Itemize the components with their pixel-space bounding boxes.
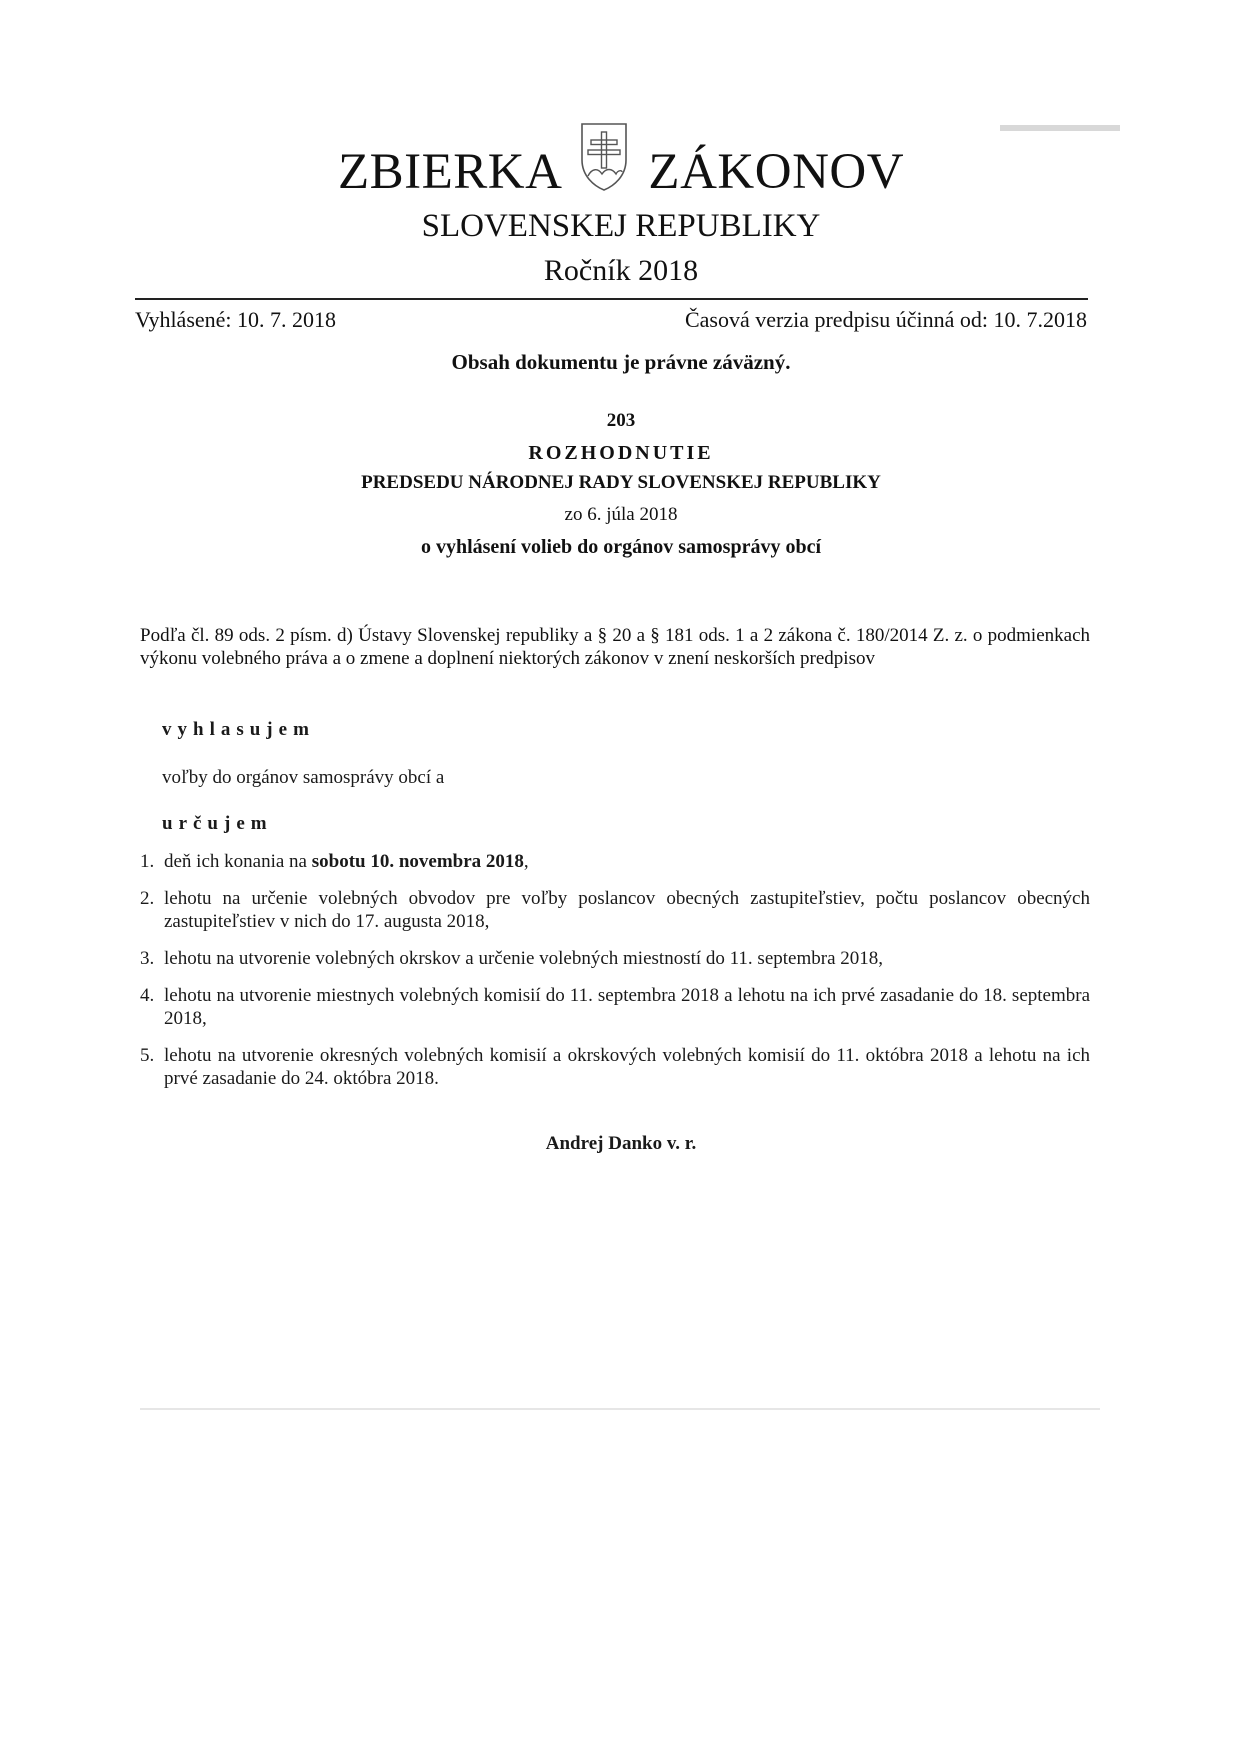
item-text: lehotu na utvorenie volebných okrskov a určenie volebných miestností do 11. septembra 2018, — [164, 948, 884, 969]
bleed-through-mark — [140, 1408, 1100, 1410]
published-date: Vyhlásené: 10. 7. 2018 — [135, 307, 337, 332]
title-right: ZÁKONOV — [648, 144, 905, 200]
list-item — [140, 947, 1090, 970]
document-issuer: PREDSEDU NÁRODNEJ RADY SLOVENSKEJ REPUBLIKY — [361, 472, 881, 493]
masthead-title — [0, 120, 1242, 202]
document-date: zo 6. júla 2018 — [564, 504, 678, 525]
determine-heading: určujem — [162, 813, 273, 834]
coat-of-arms-icon — [578, 120, 630, 192]
item-text: lehotu na utvorenie okresných volebných komisií a okrskových volebných komisií do 11. októbra 2018 a lehotu na ich prvé zasadanie do 24. októbra 2018. — [164, 1045, 1090, 1089]
item-text: deň ich konania na sobotu 10. novembra 2018, — [164, 851, 529, 872]
item-number: 2. — [140, 888, 155, 909]
list-item — [140, 984, 1090, 1030]
effective-version: Časová verzia predpisu účinná od: 10. 7.2018 — [684, 307, 1087, 332]
list-item — [140, 887, 1090, 933]
list-item — [140, 850, 1090, 873]
volume-year: Ročník 2018 — [543, 254, 699, 287]
preamble: Podľa čl. 89 ods. 2 písm. d) Ústavy Slovenskej republiky a § 20 a § 181 ods. 1 a 2 zákona č. 180/2014 Z. z. o podmienkach výkonu volebného práva a o zmene a doplnení niektorých zákonov v znení neskorších predpisov — [140, 625, 1090, 669]
title-left: ZBIERKA — [337, 144, 563, 200]
list-item — [140, 1044, 1090, 1090]
binding-note: Obsah dokumentu je právne záväzný. — [451, 350, 791, 374]
item-text: lehotu na určenie volebných obvodov pre voľby poslancov obecných zastupiteľstiev, počtu poslancov obecných zastupiteľstiev v nich do 17. augusta 2018, — [164, 888, 1090, 932]
elections-text: voľby do orgánov samosprávy obcí a — [162, 767, 445, 788]
header-divider — [135, 298, 1088, 300]
item-number: 5. — [140, 1045, 155, 1066]
signature: Andrej Danko v. r. — [545, 1133, 697, 1154]
item-number: 3. — [140, 948, 155, 969]
document-subject: o vyhlásení volieb do orgánov samosprávy obcí — [420, 536, 822, 558]
document-kind: ROZHODNUTIE — [528, 442, 714, 464]
masthead — [0, 120, 1242, 246]
item-text: lehotu na utvorenie miestnych volebných komisií do 11. septembra 2018 a lehotu na ich prvé zasadanie do 18. septembra 2018, — [164, 985, 1090, 1029]
item-number: 4. — [140, 985, 155, 1006]
masthead-subtitle: SLOVENSKEJ REPUBLIKY — [421, 208, 821, 244]
document-number: 203 — [606, 410, 636, 431]
declare-heading: vyhlasujem — [162, 719, 315, 740]
determination-list — [140, 850, 1090, 1104]
item-number: 1. — [140, 851, 155, 872]
